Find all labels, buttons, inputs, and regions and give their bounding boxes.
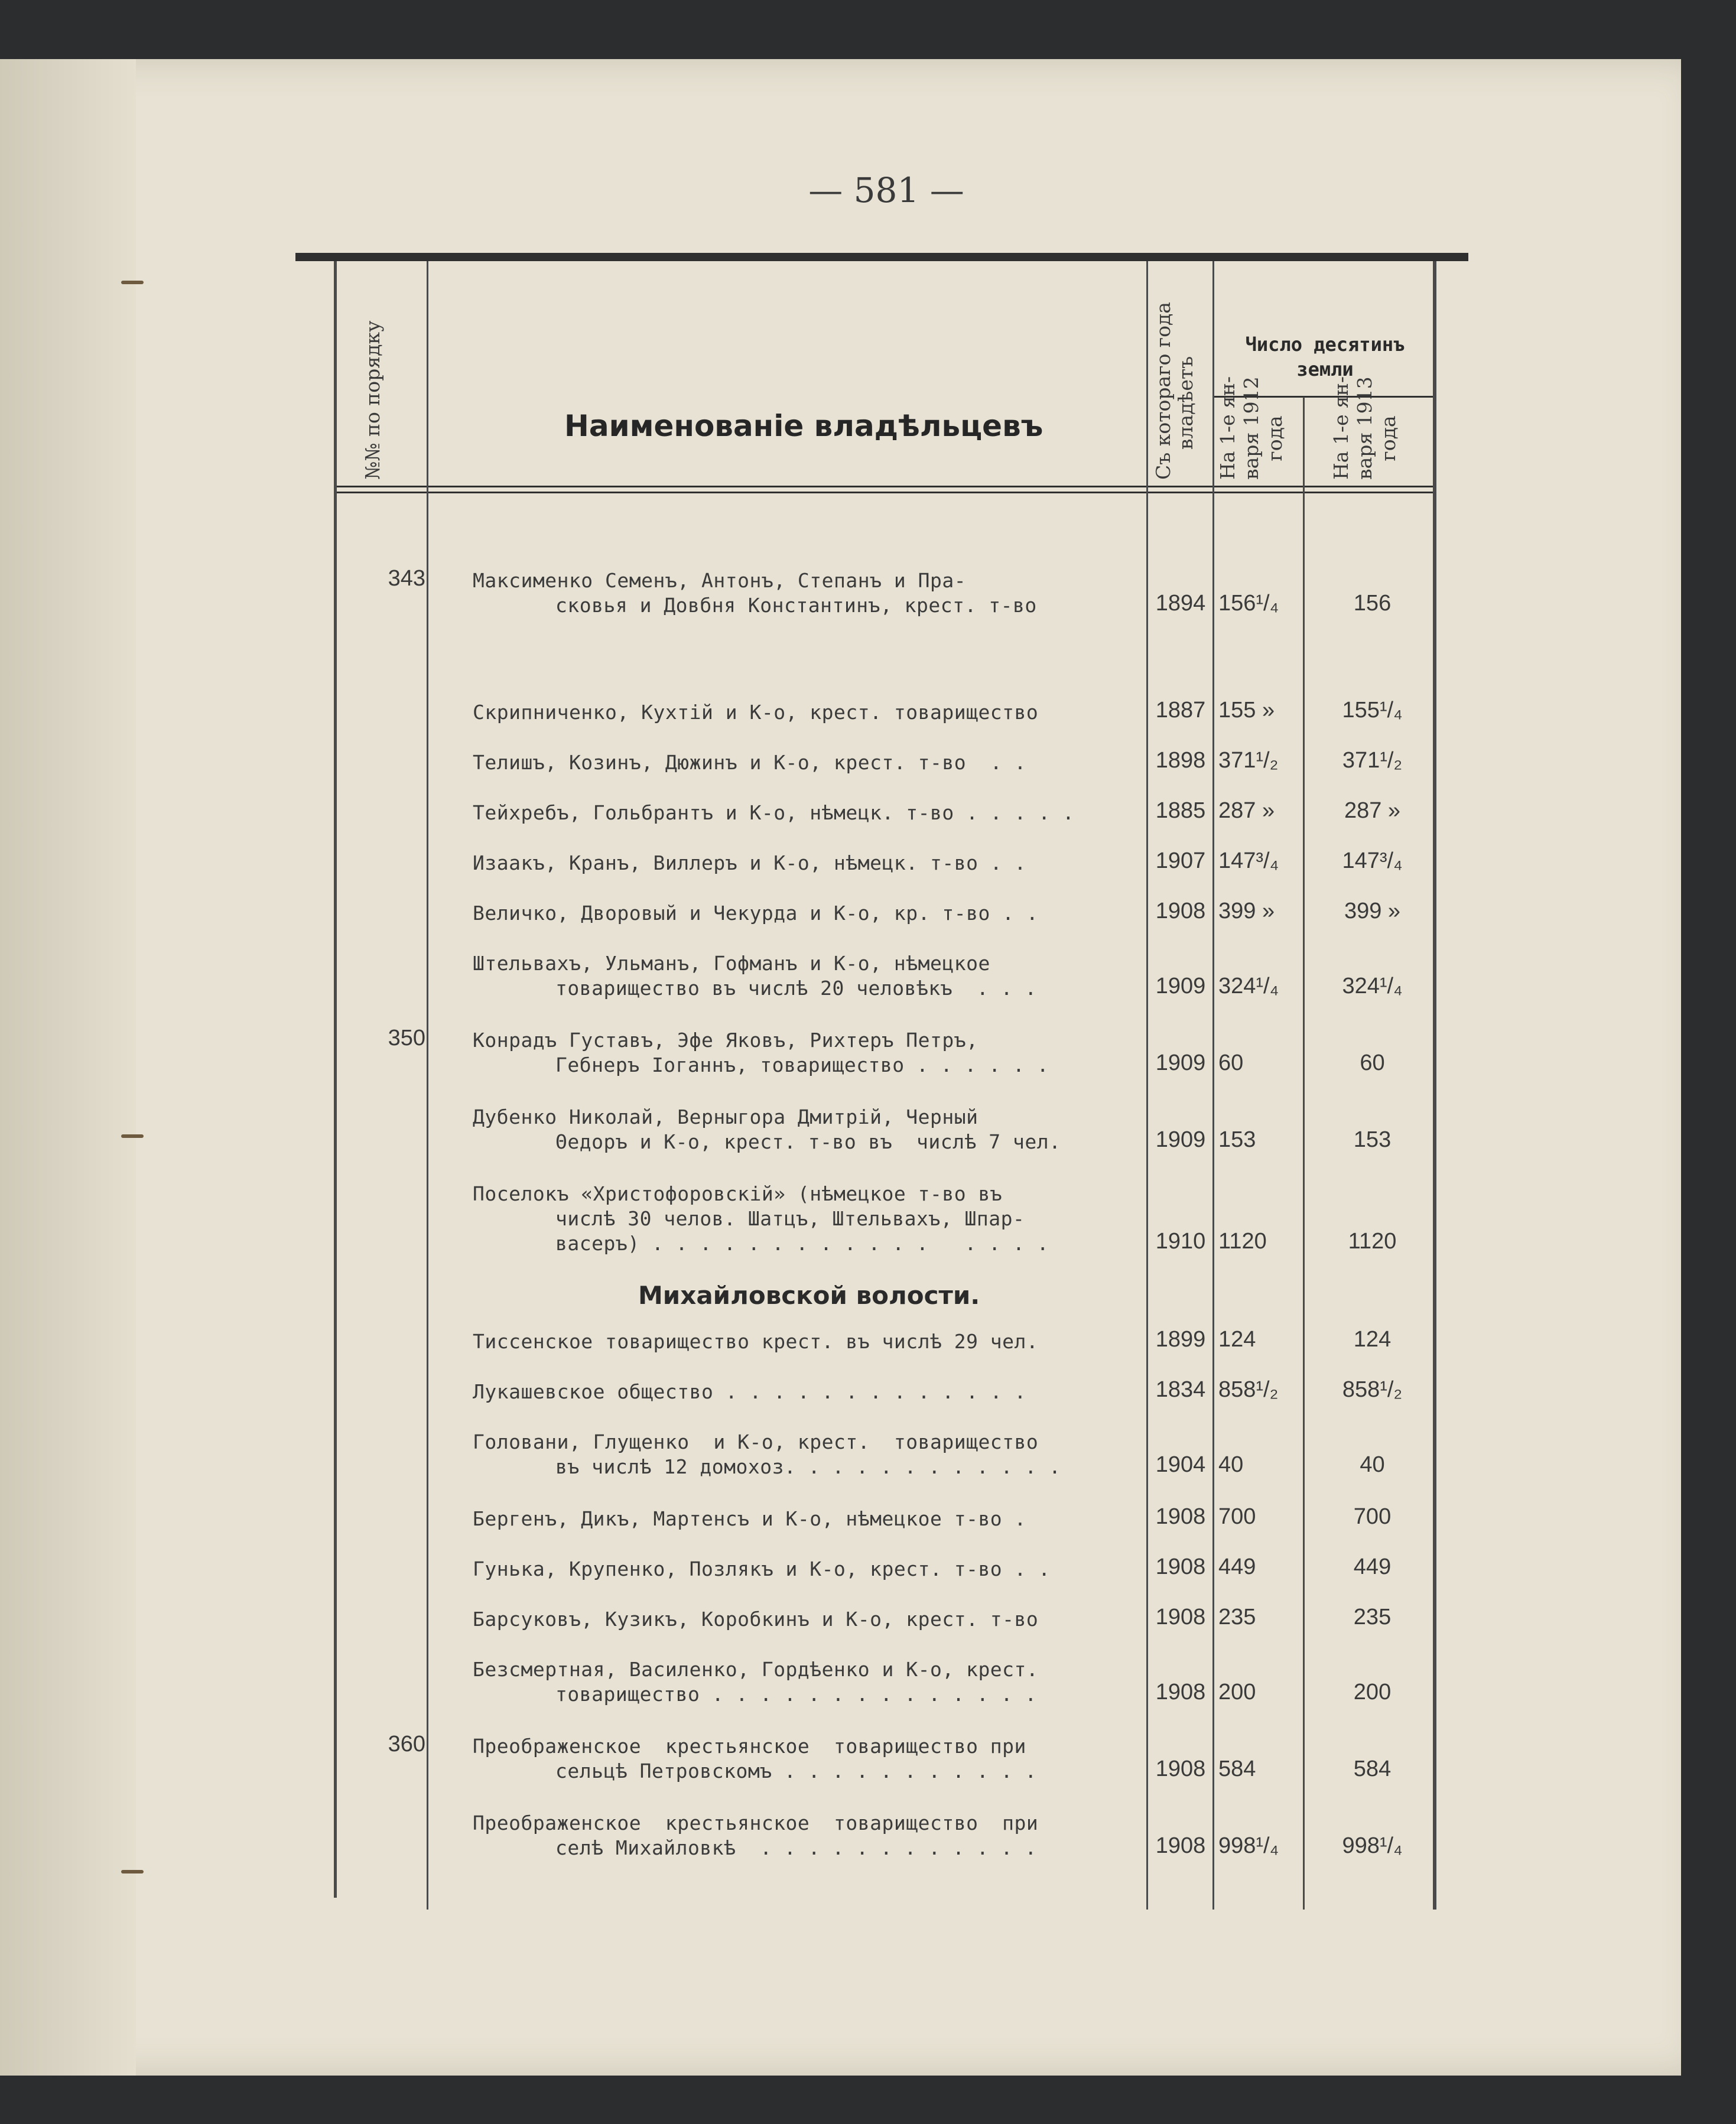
since-year-cell: 1908	[1155, 1554, 1206, 1579]
owner-name-line: Лукашевское общество . . . . . . . . . . . . .	[473, 1380, 1026, 1403]
book-page	[0, 59, 1681, 2076]
land-1913-cell: 60	[1360, 1050, 1385, 1075]
header-1912-line1: На 1-е ян-	[1216, 376, 1239, 480]
owner-name-line: Конрадъ Густавъ, Эфе Яковъ, Рихтеръ Петръ,	[473, 1029, 978, 1052]
land-1913-cell: 700	[1353, 1504, 1392, 1529]
owner-name	[473, 851, 1134, 876]
land-1912-cell: 60	[1218, 1050, 1244, 1075]
owner-name-line: Тиссенское товарищество крест. въ числѣ 29 чел.	[473, 1330, 1039, 1353]
land-1913-cell: 153	[1353, 1127, 1392, 1152]
header-1912-line3: года	[1263, 415, 1286, 461]
land-1913-cell: 124	[1353, 1327, 1392, 1352]
land-1912-cell: 584	[1218, 1757, 1256, 1781]
land-1913-cell: 584	[1353, 1757, 1392, 1781]
land-1912-cell: 324¹/₄	[1218, 974, 1279, 998]
owner-name-line: въ числѣ 12 домохоз. . . . . . . . . . . .	[555, 1455, 1061, 1478]
land-1913-cell: 200	[1353, 1680, 1392, 1705]
since-year-cell: 1908	[1155, 1680, 1206, 1705]
header-since-year-line2: владѣетъ	[1174, 356, 1197, 450]
land-1912-cell: 371¹/₂	[1218, 748, 1279, 773]
land-1912-cell: 40	[1218, 1452, 1244, 1477]
row-number: 360	[388, 1732, 425, 1757]
binding-thread-mark	[121, 1134, 144, 1138]
owner-name-line: товарищество . . . . . . . . . . . . . .	[555, 1683, 1037, 1706]
owner-name-line: Гунька, Крупенко, Позлякъ и К-о, крест. т-во . .	[473, 1557, 1051, 1580]
land-1913-cell: 449	[1353, 1554, 1392, 1579]
owner-name-line: Телишъ, Козинъ, Дюжинъ и К-о, крест. т-во . .	[473, 751, 1026, 774]
owner-name	[473, 1105, 1134, 1154]
header-1912-line2: варя 1912	[1240, 376, 1263, 480]
table-left-border	[334, 261, 337, 1898]
land-1912-cell: 449	[1218, 1554, 1256, 1579]
land-1913-cell: 40	[1360, 1452, 1385, 1477]
owner-name-line: Дубенко Николай, Верныгора Дмитрій, Черный	[473, 1105, 978, 1128]
header-jan-1913	[1329, 376, 1400, 480]
land-1912-cell: 200	[1218, 1680, 1256, 1705]
header-1913-line3: года	[1377, 415, 1400, 461]
column-divider-number	[427, 261, 428, 1910]
since-year-cell: 1885	[1155, 798, 1206, 823]
owner-name-line: Поселокъ «Христофоровскій» (нѣмецкое т-во въ	[473, 1182, 1003, 1205]
land-1912-cell: 399 »	[1218, 899, 1275, 923]
owner-name-line: Головани, Глущенко и К-о, крест. товарищество	[473, 1430, 1039, 1453]
land-1913-cell: 858¹/₂	[1342, 1377, 1403, 1402]
column-divider-name	[1146, 261, 1148, 1910]
row-number: 350	[388, 1026, 425, 1050]
since-year-cell: 1908	[1155, 1605, 1206, 1629]
owner-name	[473, 1557, 1134, 1582]
owner-name-line: Гебнеръ Іоганнъ, товарищество . . . . . .	[555, 1053, 1049, 1076]
owner-name-line: Тейхребъ, Гольбрантъ и К-о, нѣмецк. т-во . . . . .	[473, 801, 1075, 824]
row-number: 343	[388, 566, 425, 591]
land-1913-cell: 1120	[1348, 1229, 1397, 1254]
owner-name	[473, 1329, 1134, 1354]
owner-name	[473, 801, 1134, 825]
land-1913-cell: 399 »	[1344, 899, 1401, 923]
owner-name	[473, 1380, 1134, 1404]
land-1912-cell: 700	[1218, 1504, 1256, 1529]
since-year-cell: 1899	[1155, 1327, 1206, 1352]
owner-name	[473, 951, 1134, 1001]
owner-name	[473, 901, 1134, 926]
land-1912-cell: 153	[1218, 1127, 1256, 1152]
header-land-line1: Число десятинъ	[1245, 333, 1405, 356]
owner-name-line: Скрипниченко, Кухтій и К-о, крест. товарищество	[473, 701, 1039, 724]
owner-name	[473, 1182, 1134, 1256]
owner-name	[473, 1028, 1134, 1078]
binding-thread-mark	[121, 1870, 144, 1873]
since-year-cell: 1908	[1155, 899, 1206, 923]
since-year-cell: 1909	[1155, 974, 1206, 998]
since-year-cell: 1909	[1155, 1127, 1206, 1152]
land-1912-cell: 147³/₄	[1218, 848, 1279, 873]
land-1913-cell: 156	[1353, 591, 1392, 616]
owner-name-line: васеръ) . . . . . . . . . . . . . . . .	[555, 1232, 1049, 1255]
owner-name-line: Штельвахъ, Ульманъ, Гофманъ и К-о, нѣмецкое	[473, 952, 990, 975]
land-1912-cell: 156¹/₄	[1218, 591, 1279, 616]
header-bottom-rule	[334, 486, 1433, 487]
land-1913-cell: 287 »	[1344, 798, 1401, 823]
land-1913-cell: 371¹/₂	[1342, 748, 1403, 773]
section-heading: Михайловской волости.	[638, 1281, 980, 1310]
table-top-rule	[295, 253, 1468, 261]
land-1913-cell: 998¹/₄	[1342, 1833, 1403, 1858]
header-owner-name: Наименованіе владѣльцевъ	[564, 409, 1043, 443]
owner-name	[473, 700, 1134, 725]
since-year-cell: 1904	[1155, 1452, 1206, 1477]
owner-name	[473, 1607, 1134, 1632]
land-1912-cell: 124	[1218, 1327, 1256, 1352]
since-year-cell: 1910	[1155, 1229, 1206, 1254]
header-since-year-line1: Съ котораго года	[1152, 302, 1175, 480]
table-right-border	[1433, 261, 1436, 1910]
owner-name-line: Изаакъ, Кранъ, Виллеръ и К-о, нѣмецк. т-во . .	[473, 851, 1026, 874]
since-year-cell: 1834	[1155, 1377, 1206, 1402]
land-1913-cell: 155¹/₄	[1342, 698, 1403, 723]
since-year-cell: 1894	[1155, 591, 1206, 616]
owner-name	[473, 1657, 1134, 1707]
header-1913-line1: На 1-е ян-	[1329, 376, 1353, 480]
owner-name-line: селѣ Михайловкѣ . . . . . . . . . . . .	[555, 1836, 1037, 1859]
owner-name	[473, 1430, 1134, 1479]
owner-name-line: Максименко Семенъ, Антонъ, Степанъ и Пра-	[473, 569, 967, 592]
page-number: — 581 —	[808, 170, 964, 210]
owner-name	[473, 1811, 1134, 1860]
owner-name	[473, 1507, 1134, 1531]
header-1913-line2: варя 1913	[1353, 376, 1376, 480]
owner-name-line: Θедоръ и К-о, крест. т-во въ числѣ 7 чел.	[555, 1130, 1061, 1153]
header-land-desyatins	[1214, 332, 1436, 382]
land-1912-cell: 287 »	[1218, 798, 1275, 823]
land-1912-cell: 235	[1218, 1605, 1256, 1629]
since-year-cell: 1898	[1155, 748, 1206, 773]
owner-name-line: Барсуковъ, Кузикъ, Коробкинъ и К-о, крест. т-во	[473, 1608, 1039, 1631]
owner-name-line: сковья и Довбня Константинъ, крест. т-во	[555, 594, 1037, 617]
land-1912-cell: 998¹/₄	[1218, 1833, 1279, 1858]
since-year-cell: 1907	[1155, 848, 1206, 873]
owner-name-line: Преображенское крестьянское товарищество при	[473, 1735, 1026, 1758]
since-year-cell: 1887	[1155, 698, 1206, 723]
header-since-year	[1152, 302, 1197, 480]
column-divider-year	[1212, 261, 1214, 1910]
page-gutter-shadow	[0, 59, 136, 2076]
land-1912-cell: 155 »	[1218, 698, 1275, 723]
owner-name	[473, 750, 1134, 775]
owner-name-line: товарищество въ числѣ 20 человѣкъ . . .	[555, 977, 1037, 1000]
owner-name-line: Бергенъ, Дикъ, Мартенсъ и К-о, нѣмецкое т-во .	[473, 1507, 1026, 1530]
since-year-cell: 1908	[1155, 1833, 1206, 1858]
header-jan-1912	[1216, 376, 1287, 480]
owner-name-line: числѣ 30 челов. Шатцъ, Штельвахъ, Шпар-	[555, 1207, 1025, 1230]
land-1913-cell: 235	[1353, 1605, 1392, 1629]
since-year-cell: 1909	[1155, 1050, 1206, 1075]
land-1913-cell: 324¹/₄	[1342, 974, 1403, 998]
since-year-cell: 1908	[1155, 1504, 1206, 1529]
owner-name-line: Преображенское крестьянское товарищество при	[473, 1811, 1039, 1834]
owner-name	[473, 568, 1134, 618]
land-1913-cell: 147³/₄	[1342, 848, 1403, 873]
header-bottom-rule-2	[334, 492, 1433, 493]
owner-name-line: Безсмертная, Василенко, Гордѣенко и К-о, крест.	[473, 1658, 1039, 1681]
owner-name	[473, 1734, 1134, 1784]
header-order-number: №№ по порядку	[361, 320, 384, 480]
owner-name-line: Величко, Дворовый и Чекурда и К-о, кр. т-во . .	[473, 902, 1039, 925]
binding-thread-mark	[121, 281, 144, 284]
land-1912-cell: 1120	[1218, 1229, 1267, 1254]
land-1912-cell: 858¹/₂	[1218, 1377, 1279, 1402]
owner-name-line: сельцѣ Петровскомъ . . . . . . . . . . .	[555, 1759, 1037, 1783]
since-year-cell: 1908	[1155, 1757, 1206, 1781]
header-land-line2: земли	[1296, 358, 1354, 380]
